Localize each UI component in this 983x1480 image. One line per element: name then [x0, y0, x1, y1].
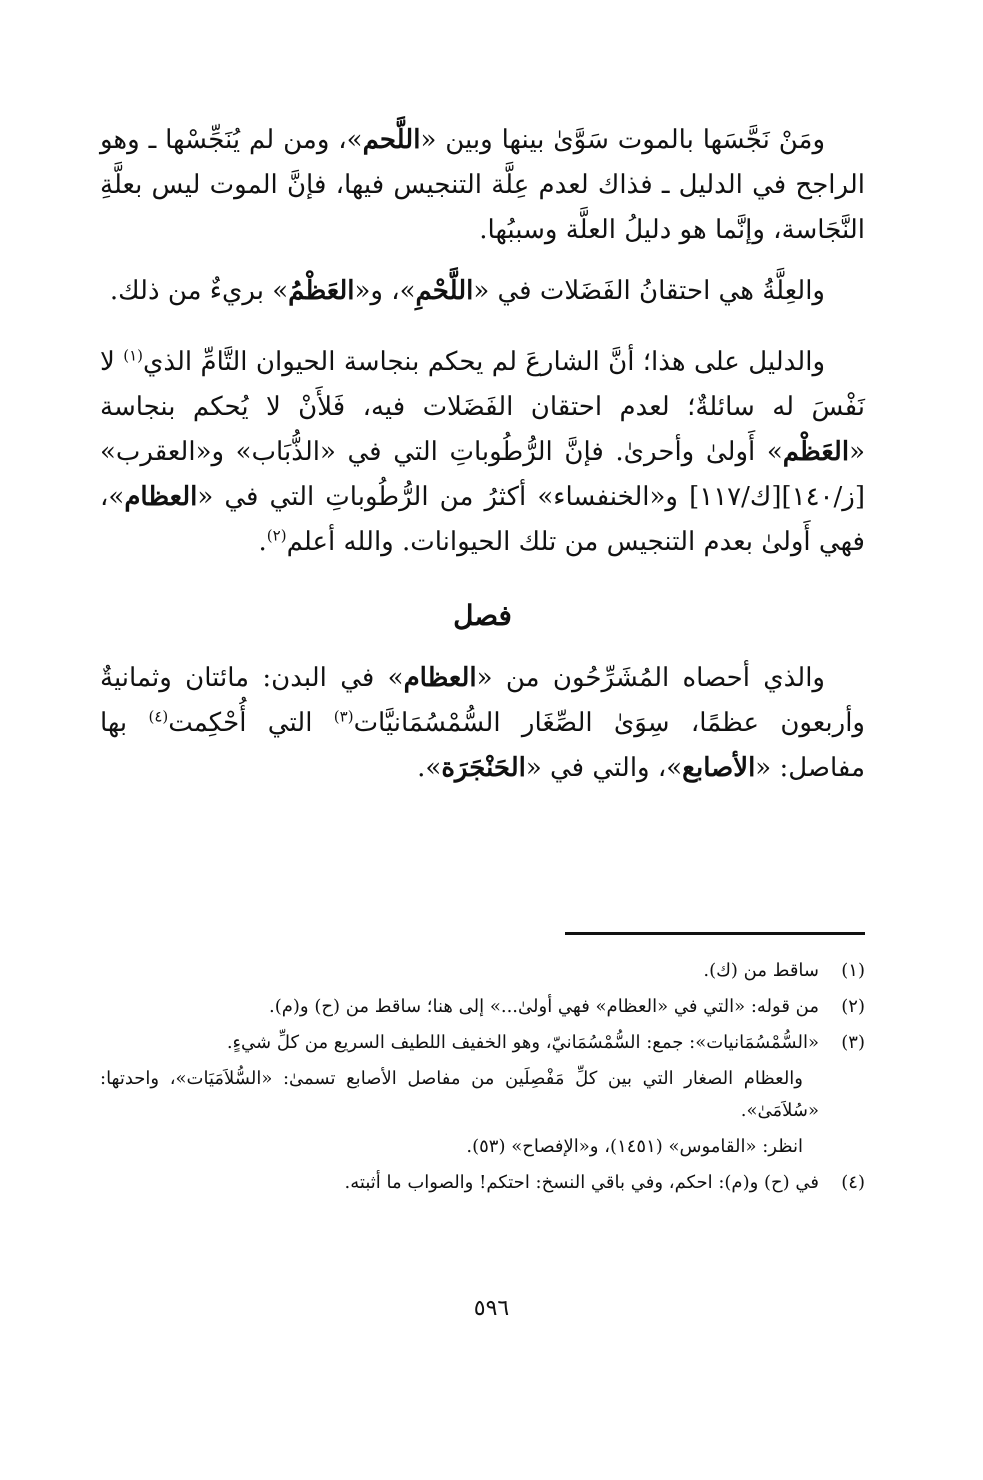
- text-run: »، ومن لم يُنَجِّسْها ـ وهو الراجح في الدليل ـ فذاك لعدم عِلَّة التنجيس فيها، فإنَّ الموت ليس بعلَّةِ النَّجَاسة، وإنَّما هو دليلُ العلَّة وسببُها.: [100, 125, 865, 245]
- section-heading: فصل: [453, 599, 512, 632]
- paragraph-1: [100, 118, 865, 253]
- footnotes: [100, 955, 865, 1203]
- text-run: » بريءٌ من ذلك.: [109, 276, 289, 306]
- bold-term: العَظْمُ: [288, 276, 355, 306]
- page-number: ٥٩٦: [473, 1296, 510, 1321]
- footnote-separator: [565, 932, 865, 935]
- text-run: ومَنْ نَجَّسَها بالموت سَوَّىٰ بينها وبين «: [420, 125, 825, 155]
- bold-term: اللَّحْمِ: [415, 276, 474, 306]
- footnote-text: ساقط من (ك).: [703, 960, 819, 981]
- footnote-number: (٣): [841, 1032, 865, 1053]
- text-run: » أَولىٰ وأحرىٰ. فإنَّ الرُّطُوباتِ التي في «الذُّبَاب» و«العقرب» [ز/١٤٠][ك/١١٧] و«الخنفساء» أكثرُ من الرُّطُوباتِ التي في «: [100, 437, 865, 512]
- paragraph-2: [100, 269, 865, 314]
- footnote-text: من قوله: «التي في «العظام» فهي أولىٰ...» إلى هنا؛ ساقط من (ح) و(م).: [269, 996, 819, 1017]
- text-run: »، والتي في «: [525, 753, 683, 783]
- footnote-number: (٤): [841, 1172, 865, 1193]
- footnote-ref-1[interactable]: (١): [123, 346, 143, 365]
- footnote-ref-3[interactable]: (٣): [333, 707, 354, 726]
- footnote-ref-4[interactable]: (٤): [148, 707, 169, 726]
- footnote-number: (٢): [841, 996, 865, 1017]
- footnote-text: «السُّمْسُمَانيات»: جمع: السُّمْسُمَانيّ، وهو الخفيف اللطيف السريع من كلِّ شيءٍ.: [226, 1032, 819, 1053]
- text-run: والعِلَّةُ هي احتقانُ الفَضَلات في «: [473, 276, 825, 306]
- text-run: لا نَفْسَ له سائلةٌ؛ لعدم احتقان الفَضَلات فيه، فَلأَنْ لا يُحكم بنجاسة «: [100, 347, 865, 467]
- footnote-2: [100, 991, 865, 1023]
- bold-term: العَظْم: [782, 437, 850, 467]
- footnote-3: [100, 1027, 865, 1059]
- footnote-4: [100, 1167, 865, 1199]
- footnote-1: [100, 955, 865, 987]
- text-run: بها مفاصل: «: [100, 708, 865, 783]
- paragraph-3: [100, 340, 865, 565]
- main-text: [100, 118, 865, 791]
- footnote-ref-2[interactable]: (٢): [266, 526, 287, 545]
- footnote-3-reference: انظر: «القاموس» (١٤٥١)، و«الإفصاح» (٥٣).: [466, 1136, 803, 1157]
- text-run: .: [258, 527, 267, 557]
- bold-term: الحَنْجَرَة: [441, 753, 526, 783]
- text-run: ».: [417, 753, 442, 783]
- text-run: »، و«: [354, 276, 416, 306]
- text-run: » في البدن: مائتان وثمانيةٌ وأربعون عظمًا، سِوَىٰ الصِّغَار السُّمْسُمَانيَّات: [100, 663, 865, 738]
- bold-term: اللَّحم: [362, 125, 421, 155]
- paragraph-4: [100, 656, 865, 791]
- footnote-text: في (ح) و(م): احكم، وفي باقي النسخ: احتكم! والصواب ما أثبته.: [344, 1172, 819, 1193]
- bold-term: الأصابع: [682, 753, 756, 783]
- text-run: »، فهي أَولىٰ بعدم التنجيس من تلك الحيوانات. والله أعلم: [100, 482, 865, 557]
- text-run: التي أُحْكِمت: [168, 708, 334, 738]
- bold-term: العظام: [403, 663, 477, 693]
- bold-term: العظام: [124, 482, 198, 512]
- footnote-number: (١): [841, 960, 865, 981]
- footnote-3-continuation: والعظام الصغار التي بين كلِّ مَفْصِلَين من مفاصل الأصابع تسمىٰ: «السُّلاَمَيَات»، واحدتها: «سُلاَمَىٰ».: [100, 1068, 819, 1121]
- text-run: والدليل على هذا؛ أنَّ الشارعَ لم يحكم بنجاسة الحيوان التَّامِّ الذي: [143, 347, 826, 377]
- text-run: والذي أحصاه المُشَرِّحُون من «: [476, 663, 825, 693]
